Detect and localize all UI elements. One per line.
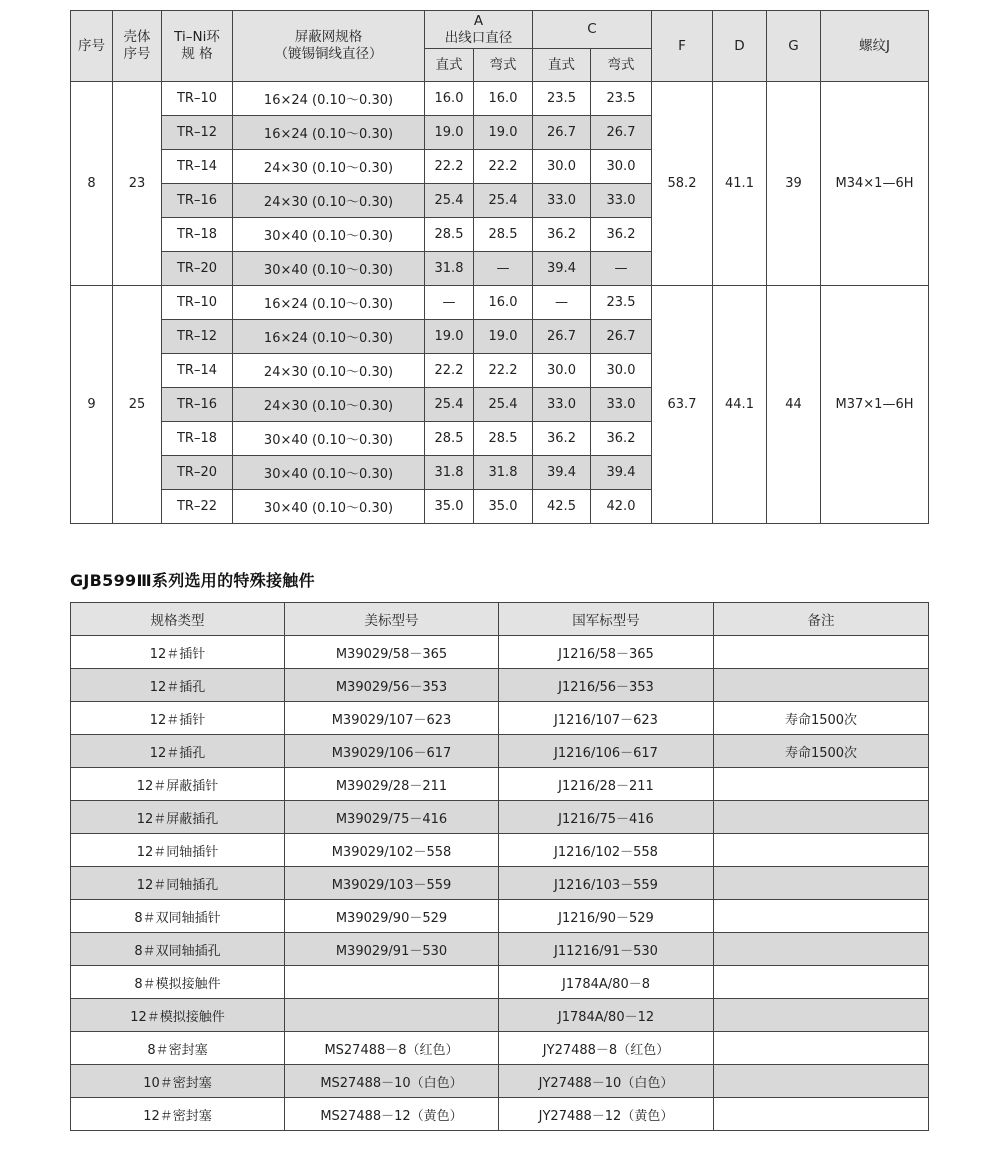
us-model-cell: MS27488－8（红色） (285, 1032, 499, 1065)
c-straight-cell: 23.5 (533, 82, 591, 116)
section-title: GJB599Ⅲ系列选用的特殊接触件 (70, 571, 315, 590)
shell-spec-body (71, 82, 929, 524)
a-straight-cell: 19.0 (425, 116, 474, 150)
us-model-cell: M39029/106－617 (285, 735, 499, 768)
a-bent-cell: 22.2 (474, 354, 533, 388)
header-gjb-model: 国军标型号 (499, 603, 714, 636)
spec-type-cell: 12＃同轴插针 (71, 834, 285, 867)
header-shell-seq: 壳体 序号 (113, 11, 162, 82)
remarks-cell (714, 999, 929, 1032)
gjb-model-cell: J1216/103－559 (499, 867, 714, 900)
table-row (71, 966, 929, 999)
ring-spec-cell: TR–20 (162, 456, 233, 490)
spec-type-cell: 12＃插针 (71, 636, 285, 669)
header-spec-type: 规格类型 (71, 603, 285, 636)
header-d: D (713, 11, 767, 82)
c-bent-cell: 33.0 (591, 184, 652, 218)
table-row (71, 1032, 929, 1065)
shield-spec-cell: 30×40 (0.10～0.30) (233, 218, 425, 252)
remarks-cell (714, 933, 929, 966)
us-model-cell: M39029/102－558 (285, 834, 499, 867)
table-row (71, 867, 929, 900)
spec-type-cell: 8＃双同轴插孔 (71, 933, 285, 966)
ring-spec-cell: TR–16 (162, 388, 233, 422)
c-bent-cell: 26.7 (591, 320, 652, 354)
us-model-cell: M39029/58－365 (285, 636, 499, 669)
us-model-cell (285, 999, 499, 1032)
seq-cell: 8 (71, 82, 113, 286)
us-model-cell: M39029/90－529 (285, 900, 499, 933)
table-row (71, 669, 929, 702)
a-bent-cell: 16.0 (474, 286, 533, 320)
c-straight-cell: 26.7 (533, 320, 591, 354)
spec-type-cell: 12＃同轴插孔 (71, 867, 285, 900)
header-a: A 出线口直径 (425, 11, 533, 49)
shield-spec-cell: 16×24 (0.10～0.30) (233, 320, 425, 354)
d-cell: 44.1 (713, 286, 767, 524)
ring-spec-cell: TR–18 (162, 422, 233, 456)
g-cell: 44 (767, 286, 821, 524)
shield-spec-cell: 24×30 (0.10～0.30) (233, 184, 425, 218)
spec-type-cell: 12＃屏蔽插针 (71, 768, 285, 801)
a-bent-cell: 19.0 (474, 320, 533, 354)
remarks-cell (714, 768, 929, 801)
us-model-cell: MS27488－12（黄色） (285, 1098, 499, 1131)
spec-type-cell: 12＃屏蔽插孔 (71, 801, 285, 834)
a-straight-cell: — (425, 286, 474, 320)
a-bent-cell: 35.0 (474, 490, 533, 524)
c-straight-cell: 42.5 (533, 490, 591, 524)
c-straight-cell: 39.4 (533, 456, 591, 490)
c-bent-cell: 30.0 (591, 354, 652, 388)
remarks-cell (714, 1098, 929, 1131)
a-bent-cell: 16.0 (474, 82, 533, 116)
header-a-bent: 弯式 (474, 49, 533, 82)
ring-spec-cell: TR–10 (162, 286, 233, 320)
gjb-model-cell: J1784A/80－12 (499, 999, 714, 1032)
table-row (71, 933, 929, 966)
c-bent-cell: 26.7 (591, 116, 652, 150)
gjb-model-cell: J11216/91－530 (499, 933, 714, 966)
ring-spec-cell: TR–12 (162, 320, 233, 354)
shield-spec-cell: 30×40 (0.10～0.30) (233, 490, 425, 524)
us-model-cell: M39029/103－559 (285, 867, 499, 900)
a-bent-cell: 19.0 (474, 116, 533, 150)
shell-spec-table (70, 10, 929, 524)
a-bent-cell: — (474, 252, 533, 286)
shield-spec-cell: 30×40 (0.10～0.30) (233, 456, 425, 490)
shell-seq-cell: 25 (113, 286, 162, 524)
a-straight-cell: 19.0 (425, 320, 474, 354)
ring-spec-cell: TR–22 (162, 490, 233, 524)
header-c-bent: 弯式 (591, 49, 652, 82)
remarks-cell (714, 669, 929, 702)
a-bent-cell: 22.2 (474, 150, 533, 184)
a-straight-cell: 25.4 (425, 388, 474, 422)
a-bent-cell: 28.5 (474, 422, 533, 456)
gjb-model-cell: J1216/56－353 (499, 669, 714, 702)
c-straight-cell: 26.7 (533, 116, 591, 150)
us-model-cell (285, 966, 499, 999)
header-shield-spec: 屏蔽网规格 （镀锡铜线直径） (233, 11, 425, 82)
remarks-cell (714, 1032, 929, 1065)
remarks-cell (714, 966, 929, 999)
a-straight-cell: 31.8 (425, 252, 474, 286)
a-bent-cell: 31.8 (474, 456, 533, 490)
ring-spec-cell: TR–16 (162, 184, 233, 218)
gjb-model-cell: J1216/102－558 (499, 834, 714, 867)
a-straight-cell: 28.5 (425, 218, 474, 252)
table-row (71, 1098, 929, 1131)
special-contacts-table (70, 602, 929, 1131)
spec-type-cell: 12＃插孔 (71, 735, 285, 768)
gjb-model-cell: J1216/106－617 (499, 735, 714, 768)
spec-type-cell: 12＃插针 (71, 702, 285, 735)
a-bent-cell: 25.4 (474, 184, 533, 218)
remarks-cell: 寿命1500次 (714, 735, 929, 768)
remarks-cell (714, 1065, 929, 1098)
gjb-model-cell: J1216/28－211 (499, 768, 714, 801)
shield-spec-cell: 16×24 (0.10～0.30) (233, 82, 425, 116)
header-c-straight: 直式 (533, 49, 591, 82)
table-row (71, 286, 929, 320)
d-cell: 41.1 (713, 82, 767, 286)
header-remarks: 备注 (714, 603, 929, 636)
spec-type-cell: 8＃双同轴插针 (71, 900, 285, 933)
table-row (71, 735, 929, 768)
gjb-model-cell: J1216/107－623 (499, 702, 714, 735)
gjb-model-cell: JY27488－8（红色） (499, 1032, 714, 1065)
c-bent-cell: 36.2 (591, 422, 652, 456)
c-straight-cell: 36.2 (533, 422, 591, 456)
c-straight-cell: 39.4 (533, 252, 591, 286)
a-straight-cell: 31.8 (425, 456, 474, 490)
a-straight-cell: 25.4 (425, 184, 474, 218)
spec-type-cell: 8＃模拟接触件 (71, 966, 285, 999)
table-row (71, 900, 929, 933)
special-contacts-body (71, 636, 929, 1131)
header-c: C (533, 11, 652, 49)
table-row (71, 82, 929, 116)
seq-cell: 9 (71, 286, 113, 524)
c-bent-cell: 33.0 (591, 388, 652, 422)
us-model-cell: M39029/91－530 (285, 933, 499, 966)
us-model-cell: M39029/56－353 (285, 669, 499, 702)
a-straight-cell: 16.0 (425, 82, 474, 116)
ring-spec-cell: TR–18 (162, 218, 233, 252)
ring-spec-cell: TR–14 (162, 150, 233, 184)
us-model-cell: MS27488－10（白色） (285, 1065, 499, 1098)
remarks-cell (714, 867, 929, 900)
c-straight-cell: 30.0 (533, 150, 591, 184)
c-bent-cell: 23.5 (591, 82, 652, 116)
c-bent-cell: — (591, 252, 652, 286)
thread-cell: M34×1—6H (821, 82, 929, 286)
spec-type-cell: 10＃密封塞 (71, 1065, 285, 1098)
remarks-cell (714, 801, 929, 834)
gjb-model-cell: J1216/90－529 (499, 900, 714, 933)
shell-seq-cell: 23 (113, 82, 162, 286)
remarks-cell (714, 834, 929, 867)
table-row (71, 636, 929, 669)
c-bent-cell: 23.5 (591, 286, 652, 320)
shield-spec-cell: 16×24 (0.10～0.30) (233, 286, 425, 320)
c-straight-cell: 30.0 (533, 354, 591, 388)
table-row (71, 999, 929, 1032)
table-row (71, 768, 929, 801)
table-row (71, 1065, 929, 1098)
header-f: F (652, 11, 713, 82)
c-bent-cell: 39.4 (591, 456, 652, 490)
spec-type-cell: 8＃密封塞 (71, 1032, 285, 1065)
us-model-cell: M39029/107－623 (285, 702, 499, 735)
us-model-cell: M39029/28－211 (285, 768, 499, 801)
a-straight-cell: 22.2 (425, 354, 474, 388)
header-us-model: 美标型号 (285, 603, 499, 636)
ring-spec-cell: TR–12 (162, 116, 233, 150)
gjb-model-cell: JY27488－12（黄色） (499, 1098, 714, 1131)
c-bent-cell: 36.2 (591, 218, 652, 252)
shield-spec-cell: 16×24 (0.10～0.30) (233, 116, 425, 150)
a-bent-cell: 25.4 (474, 388, 533, 422)
shield-spec-cell: 24×30 (0.10～0.30) (233, 150, 425, 184)
gjb-model-cell: JY27488－10（白色） (499, 1065, 714, 1098)
ring-spec-cell: TR–20 (162, 252, 233, 286)
spec-type-cell: 12＃模拟接触件 (71, 999, 285, 1032)
gjb-model-cell: J1784A/80－8 (499, 966, 714, 999)
ring-spec-cell: TR–10 (162, 82, 233, 116)
gjb-model-cell: J1216/58－365 (499, 636, 714, 669)
f-cell: 58.2 (652, 82, 713, 286)
us-model-cell: M39029/75－416 (285, 801, 499, 834)
g-cell: 39 (767, 82, 821, 286)
c-straight-cell: 33.0 (533, 184, 591, 218)
table-row (71, 801, 929, 834)
spec-type-cell: 12＃插孔 (71, 669, 285, 702)
remarks-cell (714, 900, 929, 933)
remarks-cell: 寿命1500次 (714, 702, 929, 735)
header-ring-spec: Ti–Ni环 规 格 (162, 11, 233, 82)
thread-cell: M37×1—6H (821, 286, 929, 524)
c-bent-cell: 30.0 (591, 150, 652, 184)
c-straight-cell: 36.2 (533, 218, 591, 252)
a-straight-cell: 35.0 (425, 490, 474, 524)
c-straight-cell: — (533, 286, 591, 320)
c-straight-cell: 33.0 (533, 388, 591, 422)
shield-spec-cell: 30×40 (0.10～0.30) (233, 252, 425, 286)
f-cell: 63.7 (652, 286, 713, 524)
c-bent-cell: 42.0 (591, 490, 652, 524)
remarks-cell (714, 636, 929, 669)
header-a-straight: 直式 (425, 49, 474, 82)
a-bent-cell: 28.5 (474, 218, 533, 252)
gjb-model-cell: J1216/75－416 (499, 801, 714, 834)
header-g: G (767, 11, 821, 82)
ring-spec-cell: TR–14 (162, 354, 233, 388)
header-thread: 螺纹J (821, 11, 929, 82)
table-row (71, 702, 929, 735)
a-straight-cell: 28.5 (425, 422, 474, 456)
header-seq: 序号 (71, 11, 113, 82)
spec-type-cell: 12＃密封塞 (71, 1098, 285, 1131)
a-straight-cell: 22.2 (425, 150, 474, 184)
shield-spec-cell: 24×30 (0.10～0.30) (233, 354, 425, 388)
shield-spec-cell: 24×30 (0.10～0.30) (233, 388, 425, 422)
table-row (71, 834, 929, 867)
shield-spec-cell: 30×40 (0.10～0.30) (233, 422, 425, 456)
